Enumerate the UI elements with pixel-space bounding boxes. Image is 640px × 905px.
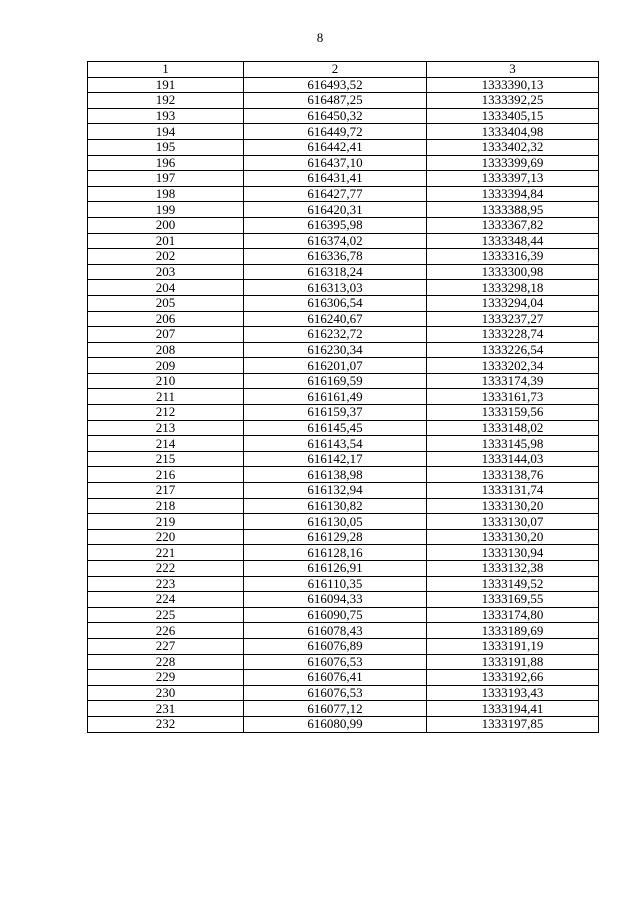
x-coordinate-cell: 616076,41 — [244, 670, 427, 686]
y-coordinate-cell: 1333367,82 — [427, 217, 599, 233]
y-coordinate-cell: 1333193,43 — [427, 685, 599, 701]
y-coordinate-cell: 1333191,88 — [427, 654, 599, 670]
table-row — [88, 389, 599, 405]
x-coordinate-cell: 616077,12 — [244, 701, 427, 717]
y-coordinate-cell: 1333159,56 — [427, 405, 599, 421]
point-number-cell: 219 — [88, 514, 244, 530]
y-coordinate-cell: 1333138,76 — [427, 467, 599, 483]
x-coordinate-cell: 616130,82 — [244, 498, 427, 514]
y-coordinate-cell: 1333132,38 — [427, 561, 599, 577]
x-coordinate-cell: 616076,53 — [244, 654, 427, 670]
y-coordinate-cell: 1333169,55 — [427, 592, 599, 608]
table-row — [88, 327, 599, 343]
point-number-cell: 198 — [88, 186, 244, 202]
table-row — [88, 483, 599, 499]
point-number-cell: 225 — [88, 607, 244, 623]
table-row — [88, 623, 599, 639]
x-coordinate-cell: 616159,37 — [244, 405, 427, 421]
point-number-cell: 197 — [88, 171, 244, 187]
point-number-cell: 224 — [88, 592, 244, 608]
column-header-y-coordinate: 3 — [427, 62, 599, 78]
table-row — [88, 685, 599, 701]
x-coordinate-cell: 616201,07 — [244, 358, 427, 374]
table-row — [88, 436, 599, 452]
y-coordinate-cell: 1333148,02 — [427, 420, 599, 436]
point-number-cell: 213 — [88, 420, 244, 436]
x-coordinate-cell: 616078,43 — [244, 623, 427, 639]
y-coordinate-cell: 1333130,20 — [427, 529, 599, 545]
table-row — [88, 529, 599, 545]
x-coordinate-cell: 616395,98 — [244, 217, 427, 233]
table-row — [88, 654, 599, 670]
point-number-cell: 208 — [88, 342, 244, 358]
table-row — [88, 498, 599, 514]
y-coordinate-cell: 1333294,04 — [427, 295, 599, 311]
table-row — [88, 108, 599, 124]
table-row — [88, 607, 599, 623]
table-row — [88, 171, 599, 187]
point-number-cell: 217 — [88, 483, 244, 499]
point-number-cell: 214 — [88, 436, 244, 452]
x-coordinate-cell: 616094,33 — [244, 592, 427, 608]
y-coordinate-cell: 1333402,32 — [427, 139, 599, 155]
y-coordinate-cell: 1333237,27 — [427, 311, 599, 327]
x-coordinate-cell: 616143,54 — [244, 436, 427, 452]
point-number-cell: 203 — [88, 264, 244, 280]
x-coordinate-cell: 616318,24 — [244, 264, 427, 280]
point-number-cell: 227 — [88, 638, 244, 654]
y-coordinate-cell: 1333226,54 — [427, 342, 599, 358]
point-number-cell: 206 — [88, 311, 244, 327]
table-row — [88, 716, 599, 732]
point-number-cell: 199 — [88, 202, 244, 218]
x-coordinate-cell: 616090,75 — [244, 607, 427, 623]
point-number-cell: 229 — [88, 670, 244, 686]
table-row — [88, 467, 599, 483]
x-coordinate-cell: 616110,35 — [244, 576, 427, 592]
point-number-cell: 216 — [88, 467, 244, 483]
table-row — [88, 670, 599, 686]
point-number-cell: 201 — [88, 233, 244, 249]
table-row — [88, 139, 599, 155]
point-number-cell: 221 — [88, 545, 244, 561]
table-row — [88, 592, 599, 608]
x-coordinate-cell: 616449,72 — [244, 124, 427, 140]
table-row — [88, 545, 599, 561]
x-coordinate-cell: 616493,52 — [244, 77, 427, 93]
table-row — [88, 561, 599, 577]
x-coordinate-cell: 616076,89 — [244, 638, 427, 654]
column-header-x-coordinate: 2 — [244, 62, 427, 78]
y-coordinate-cell: 1333161,73 — [427, 389, 599, 405]
y-coordinate-cell: 1333228,74 — [427, 327, 599, 343]
column-header-point-number: 1 — [88, 62, 244, 78]
point-number-cell: 226 — [88, 623, 244, 639]
table-header — [88, 62, 599, 78]
point-number-cell: 231 — [88, 701, 244, 717]
y-coordinate-cell: 1333392,25 — [427, 93, 599, 109]
table-row — [88, 280, 599, 296]
y-coordinate-cell: 1333174,80 — [427, 607, 599, 623]
x-coordinate-cell: 616076,53 — [244, 685, 427, 701]
table-row — [88, 264, 599, 280]
point-number-cell: 202 — [88, 249, 244, 265]
y-coordinate-cell: 1333405,15 — [427, 108, 599, 124]
table-row — [88, 311, 599, 327]
x-coordinate-cell: 616126,91 — [244, 561, 427, 577]
table-row — [88, 358, 599, 374]
y-coordinate-cell: 1333202,34 — [427, 358, 599, 374]
point-number-cell: 204 — [88, 280, 244, 296]
x-coordinate-cell: 616128,16 — [244, 545, 427, 561]
y-coordinate-cell: 1333130,20 — [427, 498, 599, 514]
y-coordinate-cell: 1333191,19 — [427, 638, 599, 654]
x-coordinate-cell: 616138,98 — [244, 467, 427, 483]
table-row — [88, 155, 599, 171]
table-row — [88, 638, 599, 654]
table-row — [88, 701, 599, 717]
x-coordinate-cell: 616336,78 — [244, 249, 427, 265]
y-coordinate-cell: 1333192,66 — [427, 670, 599, 686]
y-coordinate-cell: 1333130,94 — [427, 545, 599, 561]
y-coordinate-cell: 1333388,95 — [427, 202, 599, 218]
x-coordinate-cell: 616130,05 — [244, 514, 427, 530]
y-coordinate-cell: 1333197,85 — [427, 716, 599, 732]
table-row — [88, 373, 599, 389]
x-coordinate-cell: 616080,99 — [244, 716, 427, 732]
y-coordinate-cell: 1333300,98 — [427, 264, 599, 280]
y-coordinate-cell: 1333298,18 — [427, 280, 599, 296]
table-row — [88, 451, 599, 467]
x-coordinate-cell: 616420,31 — [244, 202, 427, 218]
y-coordinate-cell: 1333149,52 — [427, 576, 599, 592]
x-coordinate-cell: 616240,67 — [244, 311, 427, 327]
table-row — [88, 342, 599, 358]
point-number-cell: 211 — [88, 389, 244, 405]
x-coordinate-cell: 616431,41 — [244, 171, 427, 187]
point-number-cell: 210 — [88, 373, 244, 389]
x-coordinate-cell: 616232,72 — [244, 327, 427, 343]
coordinates-table — [87, 61, 599, 733]
point-number-cell: 220 — [88, 529, 244, 545]
y-coordinate-cell: 1333397,13 — [427, 171, 599, 187]
point-number-cell: 222 — [88, 561, 244, 577]
table-row — [88, 405, 599, 421]
point-number-cell: 223 — [88, 576, 244, 592]
table-row — [88, 233, 599, 249]
y-coordinate-cell: 1333399,69 — [427, 155, 599, 171]
y-coordinate-cell: 1333348,44 — [427, 233, 599, 249]
table-header-row — [88, 62, 599, 78]
y-coordinate-cell: 1333174,39 — [427, 373, 599, 389]
x-coordinate-cell: 616450,32 — [244, 108, 427, 124]
y-coordinate-cell: 1333130,07 — [427, 514, 599, 530]
x-coordinate-cell: 616313,03 — [244, 280, 427, 296]
point-number-cell: 200 — [88, 217, 244, 233]
point-number-cell: 194 — [88, 124, 244, 140]
table-body — [88, 77, 599, 732]
table-row — [88, 576, 599, 592]
table-row — [88, 202, 599, 218]
point-number-cell: 207 — [88, 327, 244, 343]
table-row — [88, 514, 599, 530]
table-row — [88, 124, 599, 140]
point-number-cell: 191 — [88, 77, 244, 93]
point-number-cell: 192 — [88, 93, 244, 109]
table-row — [88, 186, 599, 202]
y-coordinate-cell: 1333145,98 — [427, 436, 599, 452]
x-coordinate-cell: 616145,45 — [244, 420, 427, 436]
y-coordinate-cell: 1333390,13 — [427, 77, 599, 93]
point-number-cell: 196 — [88, 155, 244, 171]
y-coordinate-cell: 1333131,74 — [427, 483, 599, 499]
point-number-cell: 195 — [88, 139, 244, 155]
point-number-cell: 205 — [88, 295, 244, 311]
x-coordinate-cell: 616442,41 — [244, 139, 427, 155]
x-coordinate-cell: 616306,54 — [244, 295, 427, 311]
x-coordinate-cell: 616132,94 — [244, 483, 427, 499]
x-coordinate-cell: 616487,25 — [244, 93, 427, 109]
point-number-cell: 212 — [88, 405, 244, 421]
point-number-cell: 215 — [88, 451, 244, 467]
x-coordinate-cell: 616129,28 — [244, 529, 427, 545]
point-number-cell: 193 — [88, 108, 244, 124]
point-number-cell: 228 — [88, 654, 244, 670]
point-number-cell: 209 — [88, 358, 244, 374]
x-coordinate-cell: 616169,59 — [244, 373, 427, 389]
y-coordinate-cell: 1333316,39 — [427, 249, 599, 265]
y-coordinate-cell: 1333394,84 — [427, 186, 599, 202]
table-row — [88, 295, 599, 311]
x-coordinate-cell: 616161,49 — [244, 389, 427, 405]
table-row — [88, 420, 599, 436]
point-number-cell: 230 — [88, 685, 244, 701]
x-coordinate-cell: 616142,17 — [244, 451, 427, 467]
table-row — [88, 249, 599, 265]
page-number: 8 — [316, 30, 324, 45]
table-row — [88, 93, 599, 109]
x-coordinate-cell: 616427,77 — [244, 186, 427, 202]
y-coordinate-cell: 1333189,69 — [427, 623, 599, 639]
point-number-cell: 218 — [88, 498, 244, 514]
table-row — [88, 217, 599, 233]
x-coordinate-cell: 616230,34 — [244, 342, 427, 358]
x-coordinate-cell: 616437,10 — [244, 155, 427, 171]
y-coordinate-cell: 1333144,03 — [427, 451, 599, 467]
table-row — [88, 77, 599, 93]
y-coordinate-cell: 1333404,98 — [427, 124, 599, 140]
y-coordinate-cell: 1333194,41 — [427, 701, 599, 717]
point-number-cell: 232 — [88, 716, 244, 732]
x-coordinate-cell: 616374,02 — [244, 233, 427, 249]
